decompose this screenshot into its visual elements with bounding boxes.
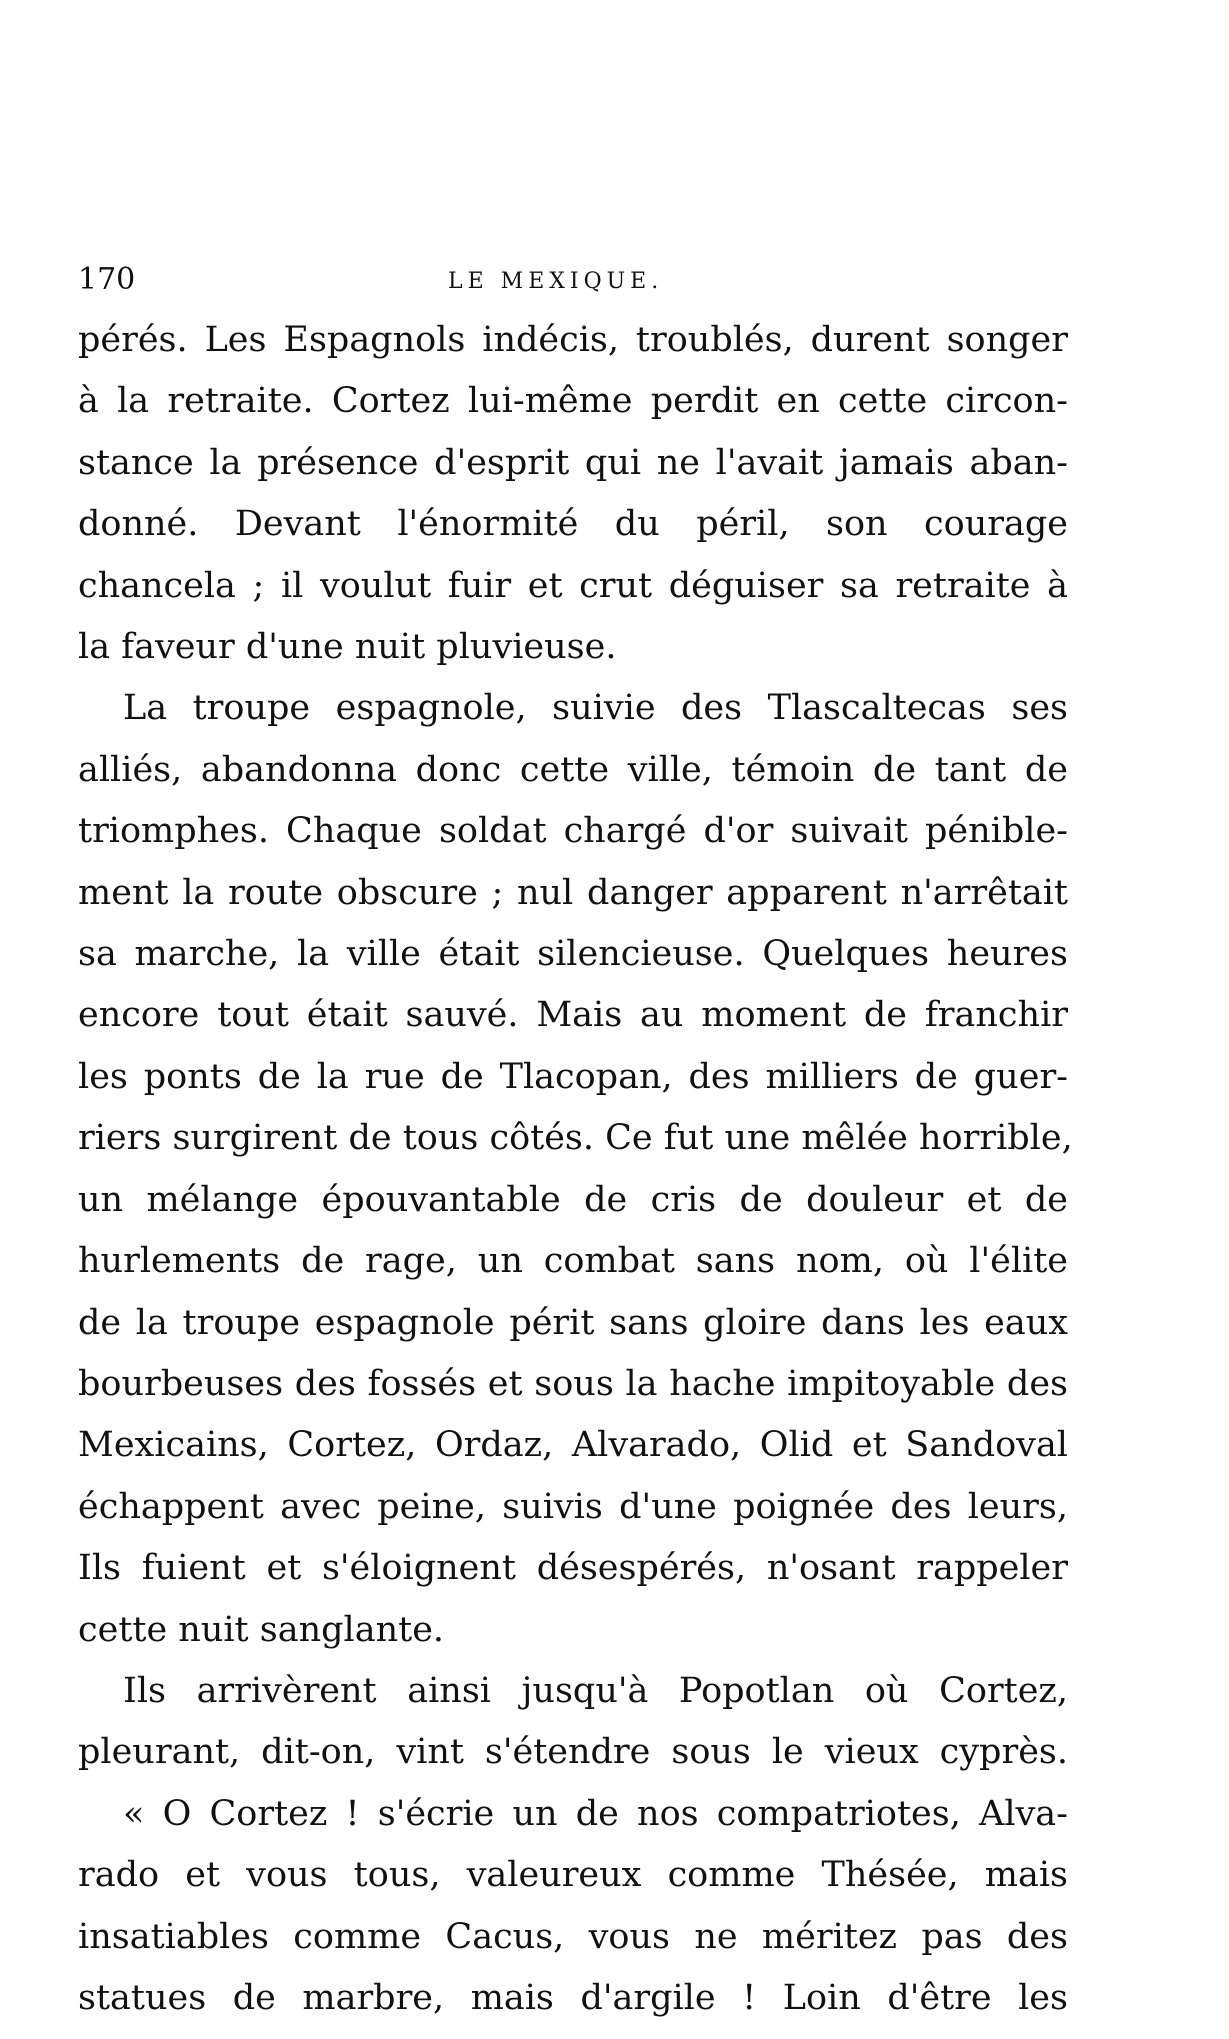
text-line: pérés. Les Espagnols indécis, troublés, durent songer bbox=[78, 320, 1068, 360]
text-line: alliés, abandonna donc cette ville, témoin de tant de bbox=[78, 749, 1068, 790]
text-line: de la troupe espagnole périt sans gloire dans les eaux bbox=[78, 1302, 1068, 1343]
text-line: Ils fuient et s'éloignent désespérés, n'osant rappeler bbox=[78, 1548, 1068, 1589]
text-line: riers surgirent de tous côtés. Ce fut une mêlée horrible, bbox=[78, 1118, 1073, 1159]
running-head bbox=[78, 260, 1068, 300]
page-number: 170 bbox=[78, 262, 136, 297]
text-line: rado et vous tous, valeureux comme Thésée, mais bbox=[78, 1855, 1068, 1896]
text-line: hurlements de rage, un combat sans nom, où l'élite bbox=[78, 1241, 1068, 1282]
text-line: « O Cortez ! s'écrie un de nos compatriotes, Alva- bbox=[123, 1793, 1068, 1834]
text-line: cette nuit sanglante. bbox=[78, 1609, 445, 1650]
text-line: un mélange épouvantable de cris de douleur et de bbox=[78, 1179, 1068, 1220]
text-line: donné. Devant l'énormité du péril, son courage bbox=[78, 504, 1068, 545]
paragraph-2 bbox=[78, 678, 1073, 1661]
text-line: La troupe espagnole, suivie des Tlascaltecas ses bbox=[123, 688, 1068, 729]
text-line: échappent avec peine, suivis d'une poignée des leurs, bbox=[78, 1486, 1068, 1527]
text-line: Mexicains, Cortez, Ordaz, Alvarado, Olid et Sandoval bbox=[78, 1425, 1068, 1466]
text-line: bourbeuses des fossés et sous la hache impitoyable des bbox=[78, 1363, 1068, 1404]
text-line: la faveur d'une nuit pluvieuse. bbox=[78, 627, 617, 668]
text-line: statues de marbre, mais d'argile ! Loin d'être les bbox=[78, 1977, 1068, 2018]
running-title: LE MEXIQUE. bbox=[448, 269, 664, 294]
paragraph-3 bbox=[78, 1661, 1068, 1784]
text-line: insatiables comme Cacus, vous ne méritez pas des bbox=[78, 1916, 1068, 1957]
text-line: sa marche, la ville était silencieuse. Quelques heures bbox=[78, 934, 1068, 975]
body-text bbox=[78, 310, 1073, 2029]
text-line: stance la présence d'esprit qui ne l'avait jamais aban- bbox=[78, 442, 1068, 483]
text-line: encore tout était sauvé. Mais au moment de franchir bbox=[78, 995, 1068, 1036]
text-line: pleurant, dit-on, vint s'étendre sous le vieux cyprès. bbox=[78, 1732, 1068, 1773]
text-line: à la retraite. Cortez lui-même perdit en cette circon- bbox=[78, 381, 1068, 422]
text-line: les ponts de la rue de Tlacopan, des milliers de guer- bbox=[78, 1056, 1068, 1097]
text-line: Ils arrivèrent ainsi jusqu'à Popotlan où Cortez, bbox=[123, 1670, 1068, 1711]
text-line: ment la route obscure ; nul danger apparent n'arrêtait bbox=[78, 872, 1068, 913]
paragraph-4 bbox=[78, 1784, 1068, 2030]
text-line: chancela ; il voulut fuir et crut déguiser sa retraite à bbox=[78, 565, 1068, 606]
paragraph-1 bbox=[78, 310, 1068, 678]
text-line: triomphes. Chaque soldat chargé d'or suivait pénible- bbox=[78, 811, 1068, 852]
